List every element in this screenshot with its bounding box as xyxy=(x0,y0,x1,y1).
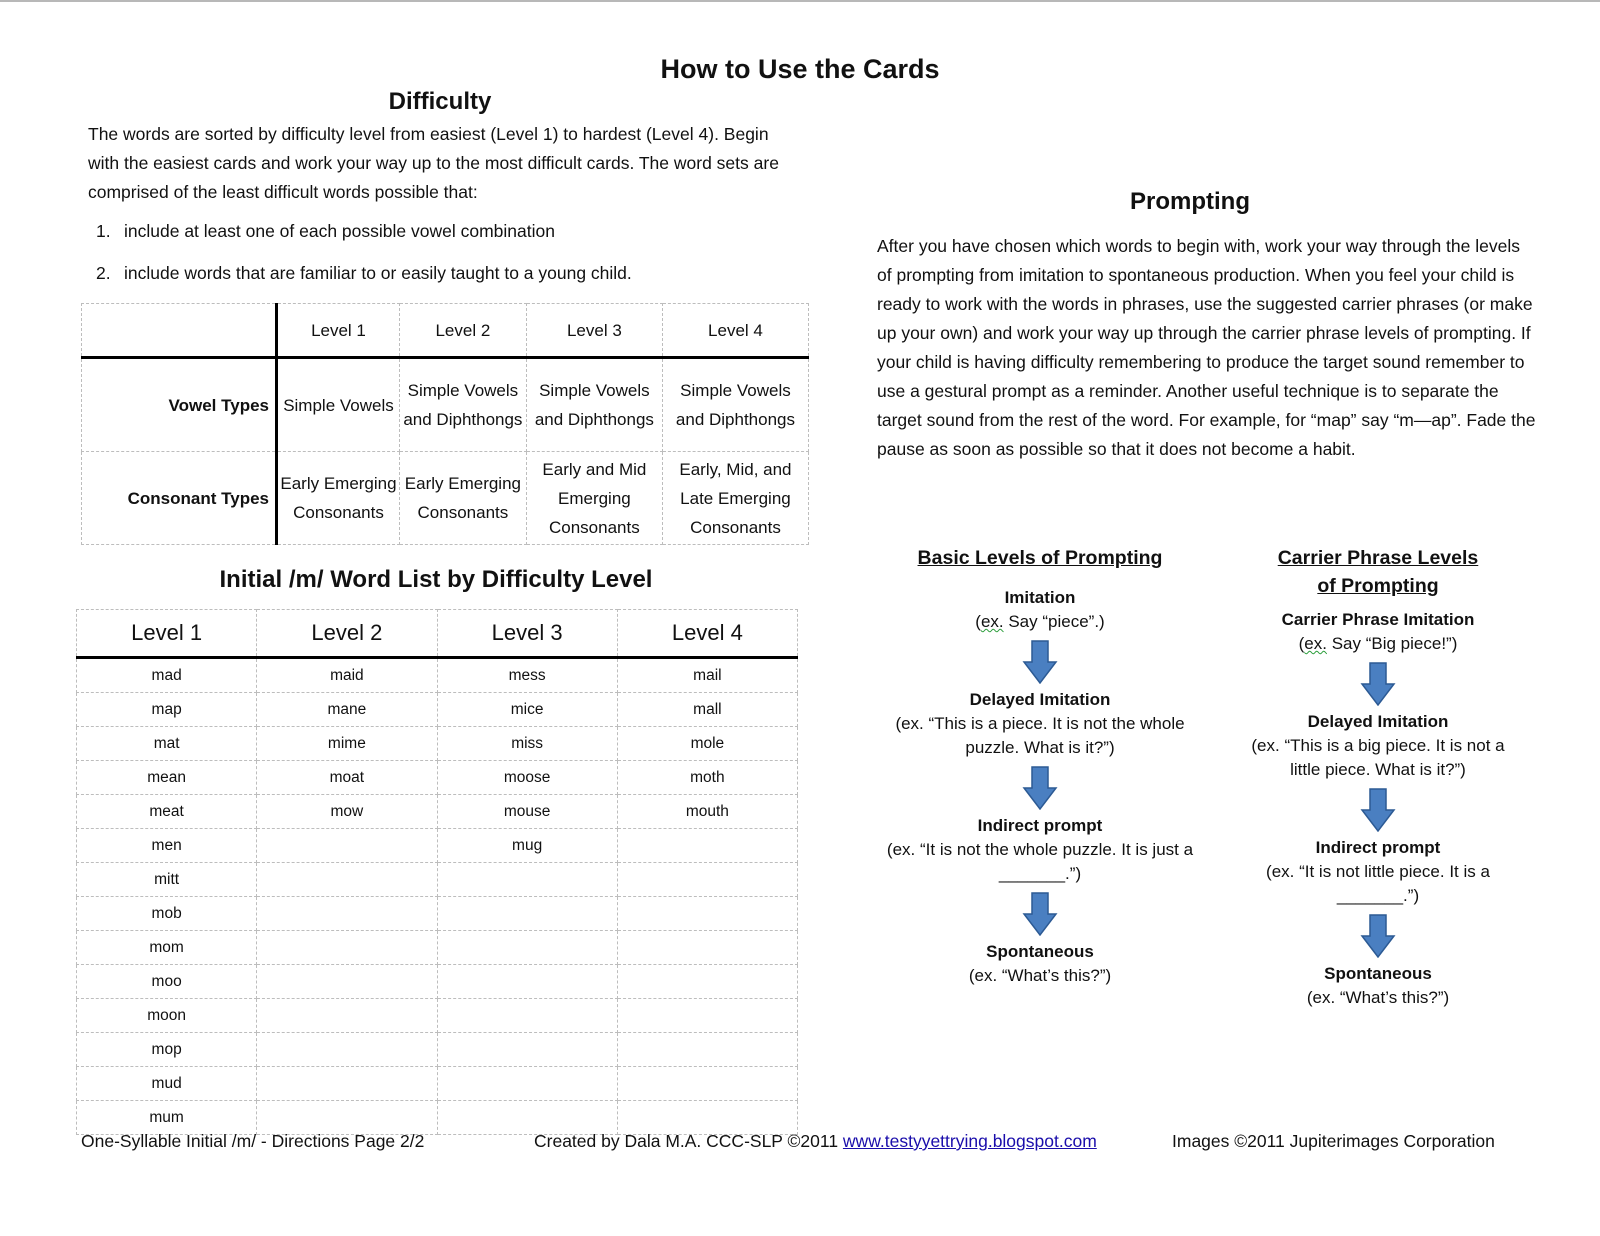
step-example: (ex. “It is not the whole puzzle. It is just a _______.”) xyxy=(886,840,1194,883)
prompting-text: After you have chosen which words to begin with, work your way through the levels of prompting from imitation to spontaneous production. When you feel your child is ready to work with the words in phrases, use the suggested carrier phrases (or make up your own) and work your way up through the carrier phrase levels of prompting. If your child is having difficulty remembering to produce the target sound remember to use a gestural prompt as a reminder. Another useful technique is to separate the target sound from the rest of the word. For example, for “map” say “m—ap”. Fade the pause as soon as possible so that it does not become a habit. xyxy=(877,236,1536,459)
table-row xyxy=(77,931,798,965)
table-row xyxy=(77,965,798,999)
word-cell: mow xyxy=(257,795,437,829)
word-cell xyxy=(257,1067,437,1101)
table-cell: Simple Vowels and Diphthongs xyxy=(399,358,526,452)
down-arrow-icon xyxy=(1360,914,1396,958)
word-cell: mice xyxy=(437,693,617,727)
word-cell: mug xyxy=(437,829,617,863)
down-arrow-icon xyxy=(1360,662,1396,706)
word-cell xyxy=(437,999,617,1033)
blog-link[interactable]: www.testyyettrying.blogspot.com xyxy=(842,1131,1097,1151)
level-header: Level 1 xyxy=(277,304,400,358)
word-cell xyxy=(257,931,437,965)
word-cell: men xyxy=(77,829,257,863)
difficulty-table xyxy=(81,303,809,545)
table-cell: Early Emerging Consonants xyxy=(399,452,526,545)
step-example: (ex. Say “Big piece!”) xyxy=(1298,634,1458,653)
carrier-prompting-title: Carrier Phrase Levels of Prompting xyxy=(1277,547,1479,597)
difficulty-table-header xyxy=(82,304,809,358)
level-header: Level 4 xyxy=(617,610,797,658)
word-cell xyxy=(257,965,437,999)
step-name: Delayed Imitation xyxy=(1307,712,1449,731)
table-row xyxy=(77,761,798,795)
word-cell xyxy=(437,931,617,965)
page-title: How to Use the Cards xyxy=(660,54,940,84)
word-cell xyxy=(257,1033,437,1067)
table-row xyxy=(77,1067,798,1101)
word-cell xyxy=(617,863,797,897)
table-cell: Simple Vowels xyxy=(277,358,400,452)
word-cell: mop xyxy=(77,1033,257,1067)
word-cell: mane xyxy=(257,693,437,727)
down-arrow-icon xyxy=(1022,892,1058,936)
row-label-consonant-types: Consonant Types xyxy=(82,452,277,545)
table-cell: Simple Vowels and Diphthongs xyxy=(526,358,662,452)
step-example: (ex. “What’s this?”) xyxy=(1306,988,1450,1007)
word-cell: mom xyxy=(77,931,257,965)
word-cell xyxy=(437,1101,617,1135)
level-header: Level 4 xyxy=(662,304,808,358)
carrier-prompting-diagram xyxy=(1228,544,1528,1010)
basic-prompting-title: Basic Levels of Prompting xyxy=(917,547,1163,569)
word-cell: moose xyxy=(437,761,617,795)
difficulty-heading: Difficulty xyxy=(388,88,492,115)
table-row xyxy=(77,863,798,897)
step-example: (ex. “It is not little piece. It is a _______.”) xyxy=(1266,862,1490,905)
down-arrow-icon xyxy=(1022,640,1058,684)
level-header: Level 1 xyxy=(77,610,257,658)
word-cell xyxy=(257,863,437,897)
word-cell: moon xyxy=(77,999,257,1033)
word-cell: mall xyxy=(617,693,797,727)
level-header: Level 3 xyxy=(437,610,617,658)
difficulty-rules-list xyxy=(88,221,632,305)
word-cell: maid xyxy=(257,658,437,693)
word-cell: mean xyxy=(77,761,257,795)
table-row xyxy=(77,897,798,931)
word-cell xyxy=(257,897,437,931)
footer-center: Created by Dala M.A. CCC-SLP ©2011 www.testyyettrying.blogspot.com xyxy=(534,1131,1097,1151)
basic-prompting-diagram xyxy=(875,544,1205,988)
footer-left: One-Syllable Initial /m/ - Directions Page 2/2 xyxy=(81,1131,425,1151)
top-rule xyxy=(0,0,1600,2)
table-cell: Early and Mid Emerging Consonants xyxy=(526,452,662,545)
step-example: (ex. “This is a big piece. It is not a little piece. What is it?”) xyxy=(1251,736,1505,779)
down-arrow-icon xyxy=(1360,788,1396,832)
word-cell: moo xyxy=(77,965,257,999)
word-cell xyxy=(617,1067,797,1101)
word-cell: mouth xyxy=(617,795,797,829)
table-cell: Simple Vowels and Diphthongs xyxy=(662,358,808,452)
word-cell: moth xyxy=(617,761,797,795)
word-cell xyxy=(257,1101,437,1135)
rule-item: 1. include at least one of each possible vowel combination xyxy=(96,221,555,241)
word-cell: mole xyxy=(617,727,797,761)
word-cell: mud xyxy=(77,1067,257,1101)
table-row xyxy=(77,658,798,693)
word-cell xyxy=(257,829,437,863)
word-cell xyxy=(437,1033,617,1067)
word-cell xyxy=(257,999,437,1033)
table-cell: Early Emerging Consonants xyxy=(277,452,400,545)
word-list-title: Initial /m/ Word List by Difficulty Level xyxy=(219,566,653,593)
table-row xyxy=(77,727,798,761)
rule-item: 2. include words that are familiar to or easily taught to a young child. xyxy=(96,263,632,283)
word-cell xyxy=(617,829,797,863)
word-cell: mat xyxy=(77,727,257,761)
word-cell: mob xyxy=(77,897,257,931)
prompting-heading: Prompting xyxy=(1130,188,1250,215)
word-cell xyxy=(437,863,617,897)
step-name: Indirect prompt xyxy=(977,816,1103,835)
word-cell: miss xyxy=(437,727,617,761)
word-cell: mouse xyxy=(437,795,617,829)
level-header: Level 2 xyxy=(399,304,526,358)
word-list-header xyxy=(77,610,798,658)
table-row xyxy=(77,829,798,863)
table-row xyxy=(77,999,798,1033)
step-name: Spontaneous xyxy=(1324,964,1432,983)
word-cell xyxy=(617,999,797,1033)
level-header: Level 2 xyxy=(257,610,437,658)
word-cell xyxy=(437,1067,617,1101)
step-example: (ex. Say “piece”.) xyxy=(975,612,1105,631)
word-cell xyxy=(617,931,797,965)
step-name: Carrier Phrase Imitation xyxy=(1281,610,1475,629)
word-cell: mum xyxy=(77,1101,257,1135)
word-cell: mess xyxy=(437,658,617,693)
footer-right: Images ©2011 Jupiterimages Corporation xyxy=(1172,1131,1495,1151)
table-row xyxy=(77,1101,798,1135)
level-header: Level 3 xyxy=(526,304,662,358)
word-cell xyxy=(617,897,797,931)
difficulty-intro: The words are sorted by difficulty level from easiest (Level 1) to hardest (Level 4). Begin with the easiest cards and work your way up to the most difficult cards. The word sets are comprised of the least difficult words possible that: xyxy=(88,124,779,202)
word-cell: mime xyxy=(257,727,437,761)
row-label-vowel-types: Vowel Types xyxy=(82,358,277,452)
word-cell xyxy=(617,1033,797,1067)
word-cell xyxy=(437,965,617,999)
table-row xyxy=(82,452,809,545)
table-row xyxy=(82,358,809,452)
word-list-table xyxy=(76,609,798,1135)
word-cell: meat xyxy=(77,795,257,829)
word-cell: mail xyxy=(617,658,797,693)
word-cell: mad xyxy=(77,658,257,693)
table-cell: Early, Mid, and Late Emerging Consonants xyxy=(662,452,808,545)
table-row xyxy=(77,693,798,727)
step-example: (ex. “What’s this?”) xyxy=(968,966,1112,985)
step-name: Delayed Imitation xyxy=(969,690,1111,709)
step-name: Imitation xyxy=(1004,588,1076,607)
step-example: (ex. “This is a piece. It is not the whole puzzle. What is it?”) xyxy=(895,714,1185,757)
word-cell xyxy=(617,1101,797,1135)
word-cell xyxy=(617,965,797,999)
word-cell: mitt xyxy=(77,863,257,897)
step-name: Spontaneous xyxy=(986,942,1094,961)
down-arrow-icon xyxy=(1022,766,1058,810)
word-cell xyxy=(437,897,617,931)
word-cell: moat xyxy=(257,761,437,795)
table-row xyxy=(77,795,798,829)
word-cell: map xyxy=(77,693,257,727)
step-name: Indirect prompt xyxy=(1315,838,1441,857)
table-row xyxy=(77,1033,798,1067)
